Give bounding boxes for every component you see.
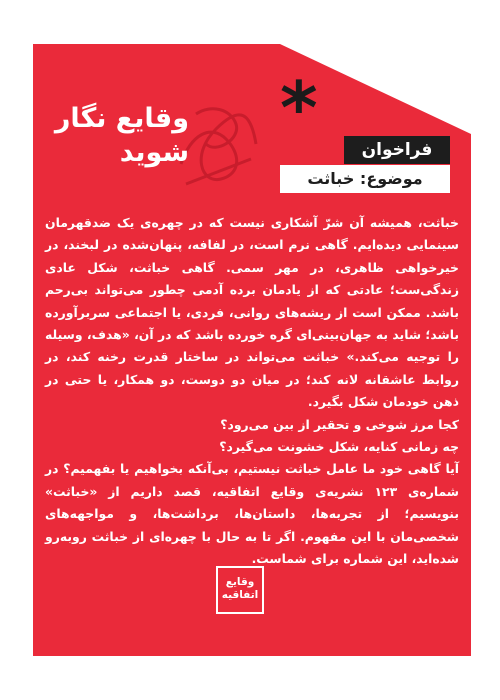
poster [33, 44, 471, 656]
title-line-2: شوید [119, 137, 189, 168]
publication-logo [216, 566, 264, 614]
paragraph-2: آیا گاهی خود ما عامل خباثت نیستیم، بی‌آنکه بخواهیم یا بفهمیم؟ در شماره‌ی ۱۲۳ نشریه‌ی وقایع اتفاقیه، قصد داریم از «خباثت» بنویسیم؛ از تجربه‌ها، داستان‌ها، برداشت‌ها، و مواجهه‌های شخصی‌مان با این مفهوم. اگر تا به حال با چهره‌ای از خباثت روبه‌رو شده‌اید، این شماره برای شماست. [45, 461, 459, 567]
title-line-1: وقایع نگار [54, 103, 189, 134]
paragraph-1: خباثت، همیشه آن شرّ آشکاری نیست که در چهره‌ی یک ضدقهرمان سینمایی دیده‌ایم. گاهی نرم است، در لفافه، پنهان‌شده در لبخند، در خیرخواهی ظاهری، در مهر سمی. گاهی خباثت، شکل عادی زندگی‌ست؛ عادتی که از یادمان برده آدمی چطور می‌تواند بی‌رحم باشد. ممکن است از ریشه‌های روانی، فردی، یا اجتماعی سربرآورده باشد؛ شاید به جهان‌بینی‌ای گره خورده باشد که در آن، «هدف، وسیله را توجیه می‌کند.» خباثت می‌تواند در ساختار قدرت رخنه کند، در روابط عاشقانه لانه کند؛ در میان دو دوست، دو همکار، یا حتی در ذهن خودمان شکل بگیرد. [45, 215, 459, 410]
logo-line-2: اتفاقیه [221, 589, 259, 601]
question-2: چه زمانی کنایه، شکل خشونت می‌گیرد؟ [219, 439, 459, 455]
poster-title [49, 102, 189, 170]
body-text [45, 212, 459, 571]
question-1: کجا مرز شوخی و تحقیر از بین می‌رود؟ [220, 416, 459, 432]
topic-label: موضوع: خباثت [280, 165, 450, 193]
logo-line-1: وقایع [225, 576, 255, 588]
asterisk-icon: * [280, 66, 318, 150]
call-label: فراخوان [344, 136, 450, 164]
